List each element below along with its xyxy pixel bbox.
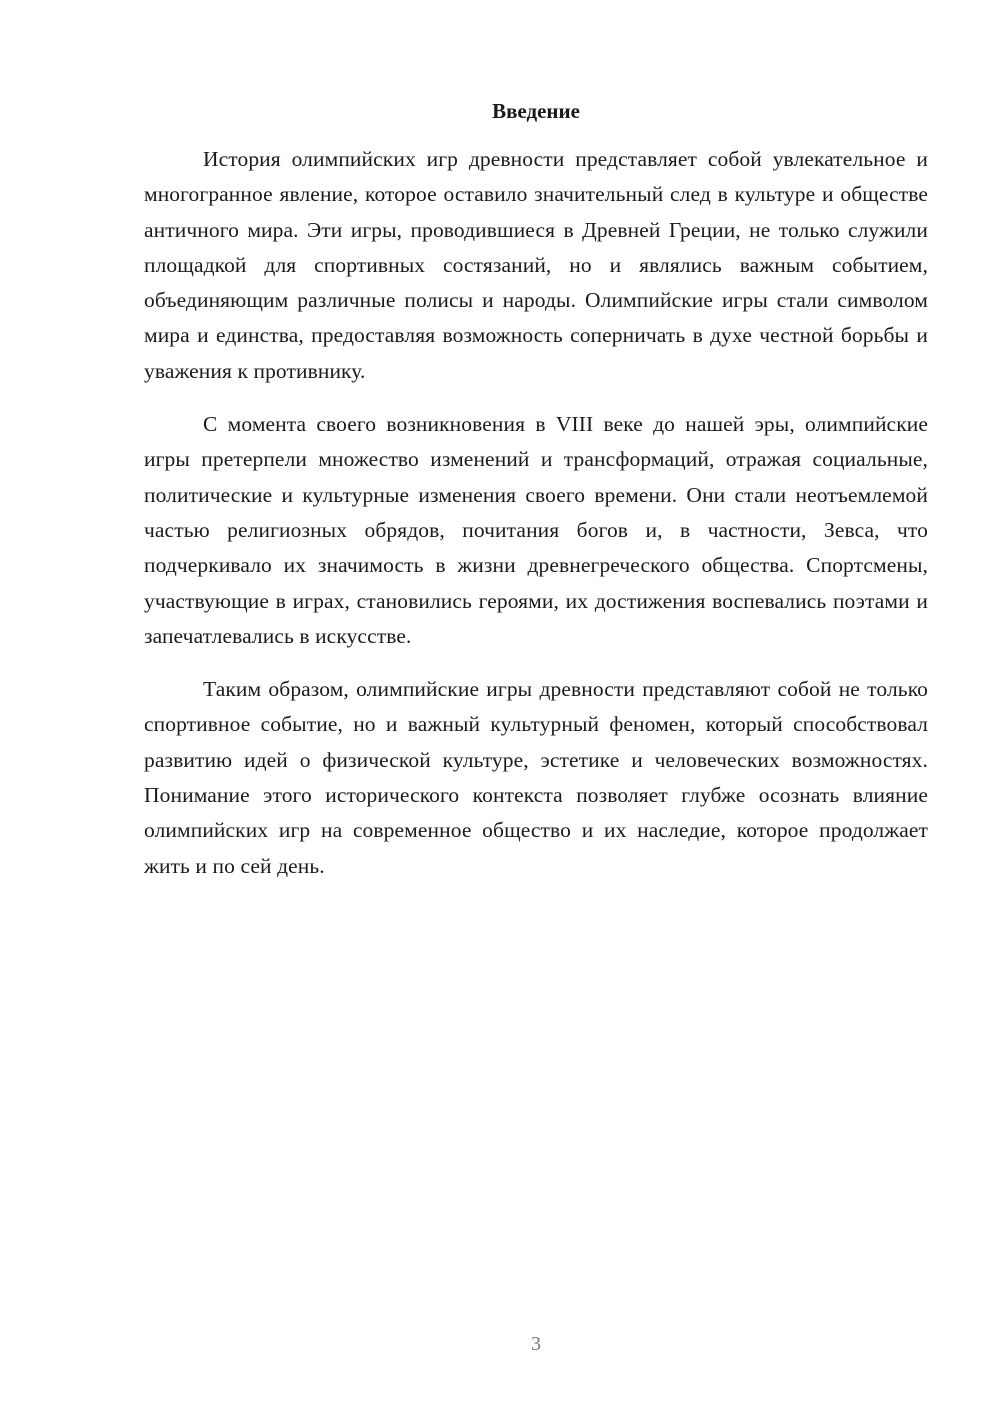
paragraph-3: Таким образом, олимпийские игры древности представляют собой не только спортивное событие, но и важный культурный феномен, который способствовал развитию идей о физической культуре, эстетике и человеческих возможностях. Понимание этого исторического контекста позволяет глубже осознать влияние олимпийских игр на современное общество и их наследие, которое продолжает жить и по сей день. [144, 677, 928, 878]
paragraph-2: С момента своего возникновения в VIII веке до нашей эры, олимпийские игры претерпели множество изменений и трансформаций, отражая социальные, политические и культурные изменения своего времени. Они стали неотъемлемой частью религиозных обрядов, почитания богов и, в частности, Зевса, что подчеркивало их значимость в жизни древнегреческого общества. Спортсмены, участвующие в играх, становились героями, их достижения воспевались поэтами и запечатлевались в искусстве. [144, 412, 928, 648]
page-title: Введение [492, 99, 580, 123]
page-number: 3 [531, 1333, 541, 1355]
document-body [144, 142, 928, 902]
paragraph-1: История олимпийских игр древности представляет собой увлекательное и многогранное явление, которое оставило значительный след в культуре и обществе античного мира. Эти игры, проводившиеся в Древней Греции, не только служили площадкой для спортивных состязаний, но и являлись важным событием, объединяющим различные полисы и народы. Олимпийские игры стали символом мира и единства, предоставляя возможность соперничать в духе честной борьбы и уважения к противнику. [144, 147, 928, 383]
